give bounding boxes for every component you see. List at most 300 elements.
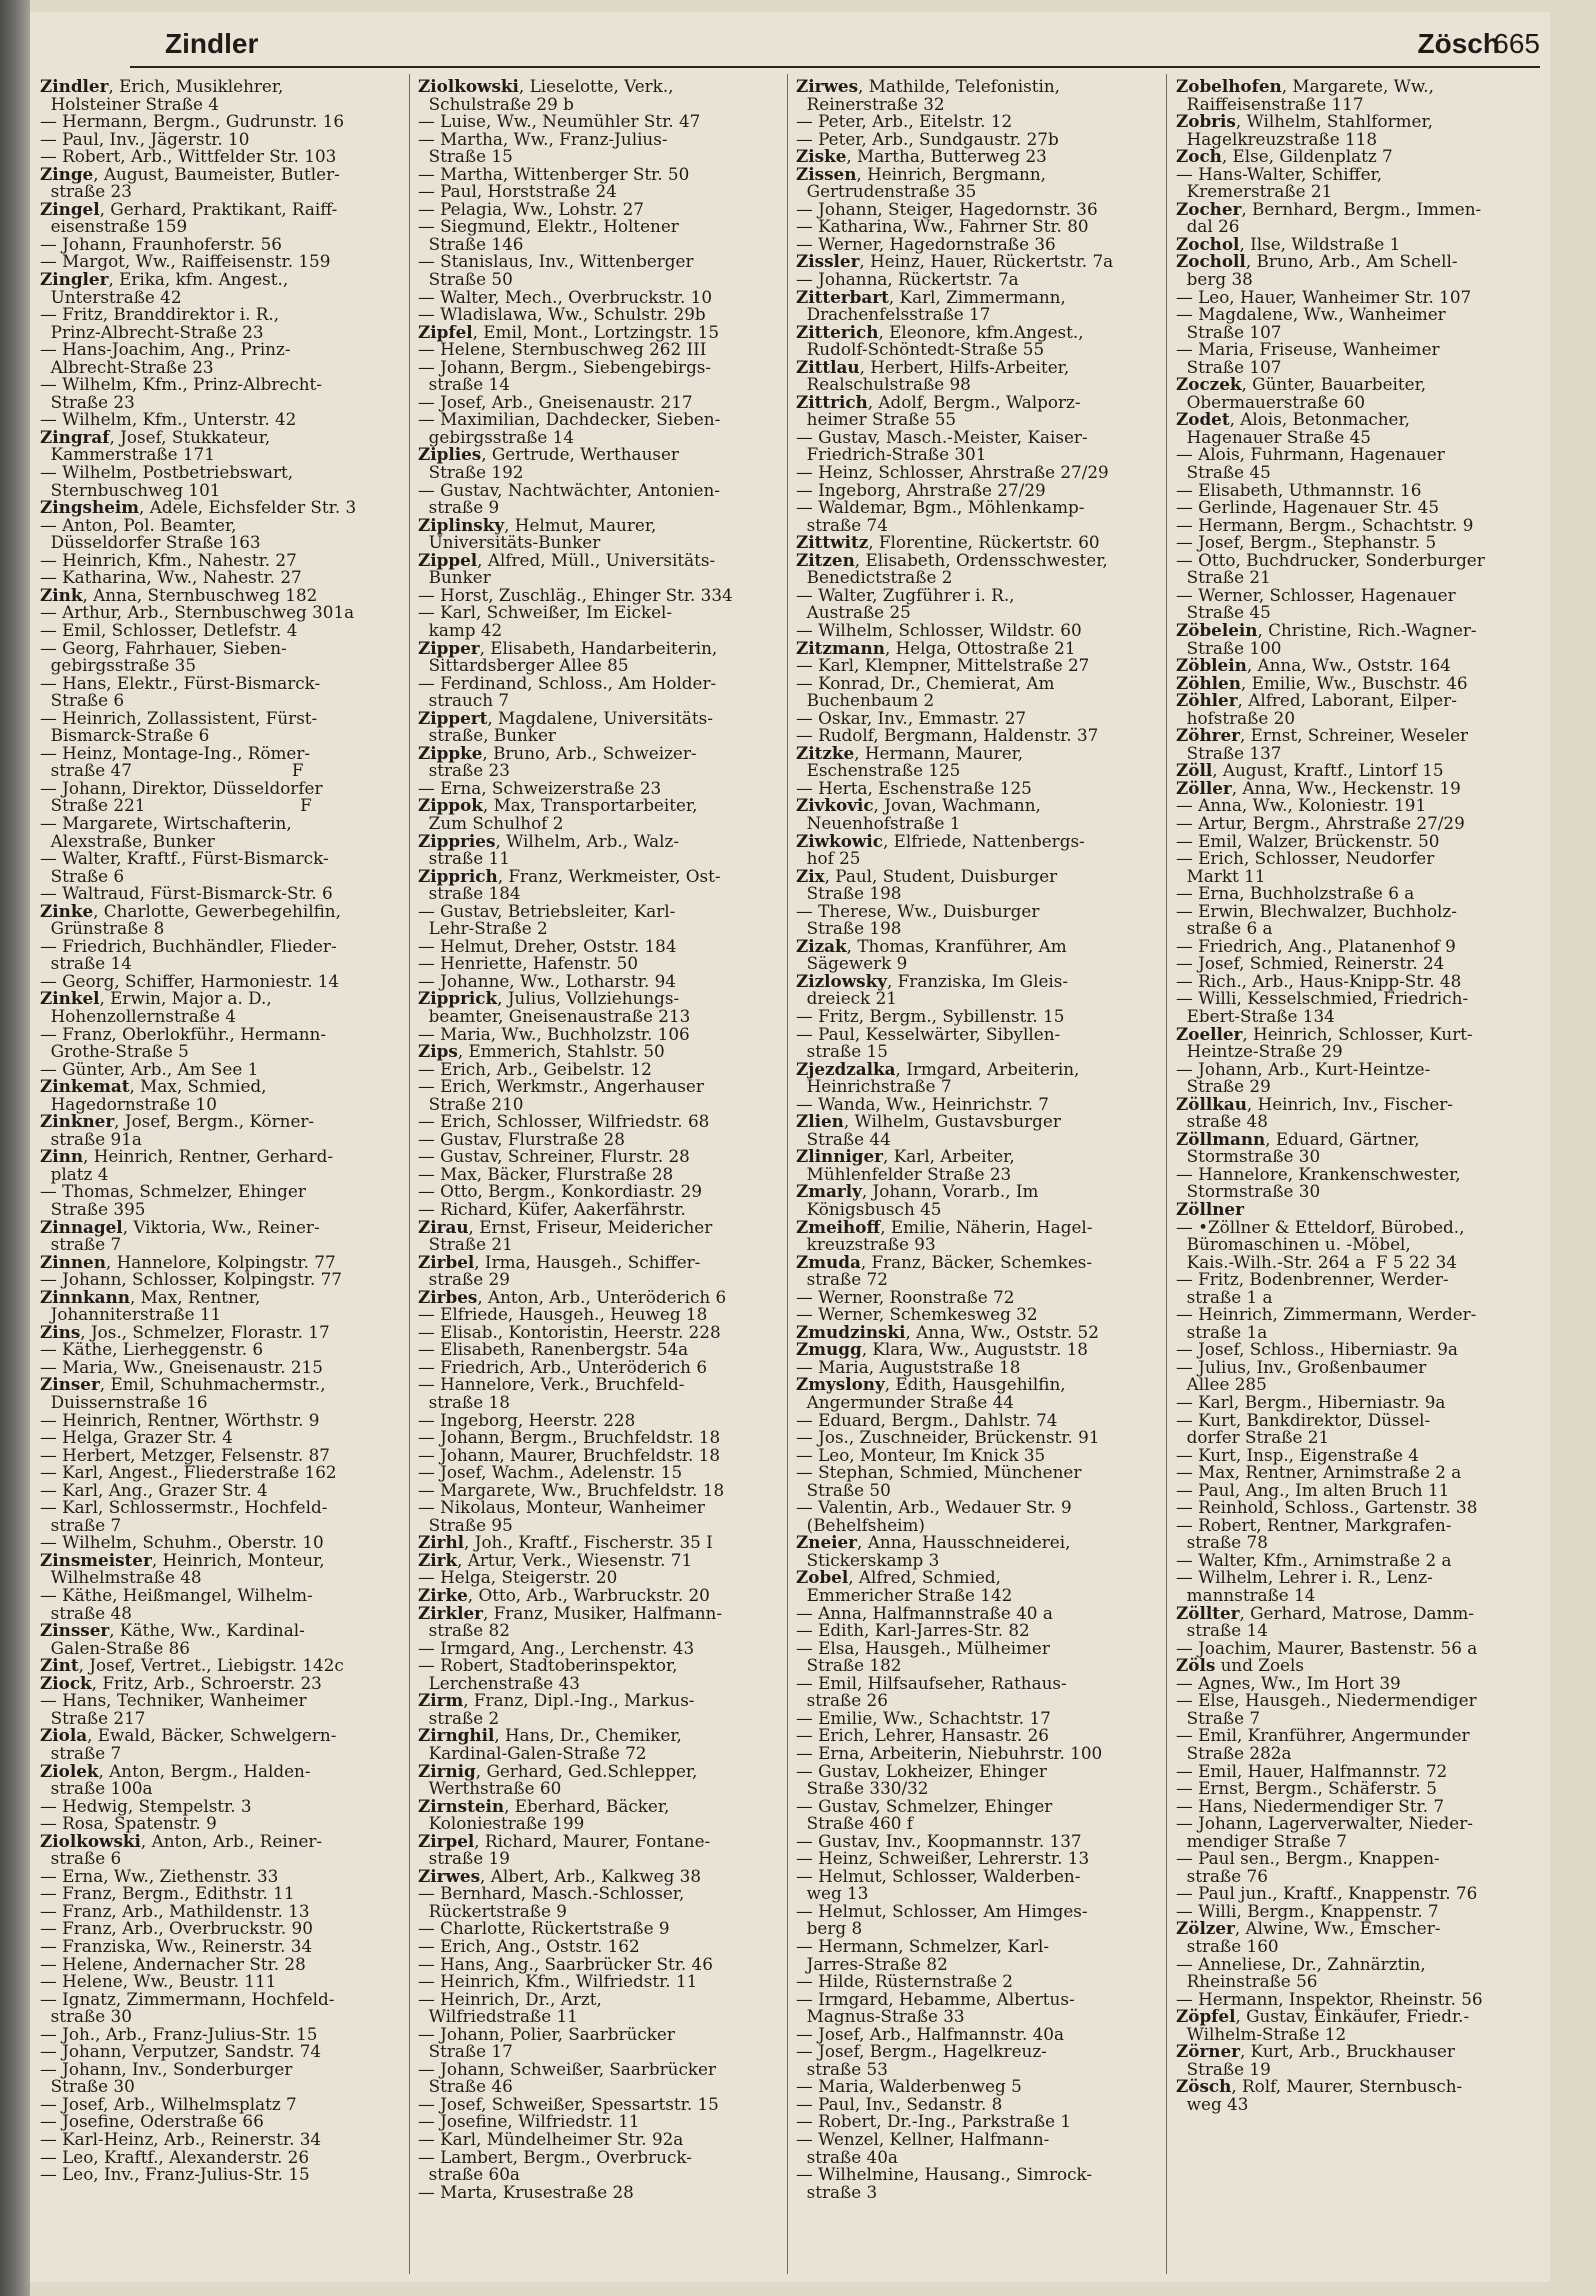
directory-entry-line: — Robert, Stadtoberinspektor, — [418, 1655, 678, 1676]
directory-entry-line: Bunker — [418, 567, 491, 588]
directory-entry-line: Zöhler, Alfred, Laborant, Eilper- — [1176, 690, 1457, 711]
directory-entry-line: — Hannelore, Krankenschwester, — [1176, 1163, 1461, 1184]
directory-entry-line: — Gerlinde, Hagenauer Str. 45 — [1176, 497, 1440, 518]
directory-entry-line: straße 1 a — [1176, 1286, 1273, 1307]
directory-entry-line: — Erich, Ang., Oststr. 162 — [418, 1935, 640, 1956]
directory-entry-line: — Margarete, Wirtschafterin, — [40, 812, 292, 833]
directory-entry-line: Hagedornstraße 10 — [40, 1093, 217, 1114]
directory-entry-line: — Wilhelm, Schuhm., Oberstr. 10 — [40, 1532, 324, 1553]
directory-entry-line: Straße 107 — [1176, 321, 1282, 342]
directory-entry-line: Zingel, Gerhard, Praktikant, Raiff- — [40, 198, 338, 219]
directory-entry-line: — Heinrich, Kfm., Nahestr. 27 — [40, 549, 297, 570]
directory-entry-line: — Elisabeth, Ranenbergstr. 54a — [418, 1339, 689, 1360]
directory-entry-line: Zöllmann, Eduard, Gärtner, — [1176, 1128, 1420, 1149]
directory-entry-line: — Johann, Lagerverwalter, Nieder- — [1176, 1813, 1473, 1834]
directory-entry-line: — Stephan, Schmied, Münchener — [796, 1462, 1082, 1483]
directory-entry-line: Zitzmann, Helga, Ottostraße 21 — [796, 637, 1076, 658]
directory-entry-line: straße 72 — [796, 1269, 888, 1290]
directory-entry-line: — Heinrich, Kfm., Wilfriedstr. 11 — [418, 1971, 698, 1992]
directory-entry-line: Zissler, Heinz, Hauer, Rückertstr. 7a — [796, 251, 1114, 272]
directory-entry-line: straße 7 — [40, 1514, 122, 1535]
directory-entry-line: Zingler, Erika, kfm. Angest., — [40, 269, 289, 290]
directory-entry-line: Stormstraße 30 — [1176, 1181, 1321, 1202]
directory-entry-line: — Werner, Schemkesweg 32 — [796, 1304, 1038, 1325]
directory-entry-line: Straße 330/32 — [796, 1778, 929, 1799]
directory-entry-line: — Anneliese, Dr., Zahnärztin, — [1176, 1953, 1426, 1974]
directory-entry-line: Lehr-Straße 2 — [418, 918, 548, 939]
directory-entry-line: — Heinrich, Zimmermann, Werder- — [1176, 1304, 1477, 1325]
directory-entry-line: Straße 192 — [418, 462, 524, 483]
directory-entry-line: — Hans-Joachim, Ang., Prinz- — [40, 339, 291, 360]
directory-entry-line: — Fritz, Bodenbrenner, Werder- — [1176, 1269, 1449, 1290]
directory-entry-line: — Johann, Verputzer, Sandstr. 74 — [40, 2041, 322, 2062]
directory-entry-line: Zitterbart, Karl, Zimmermann, — [796, 286, 1066, 307]
directory-entry-line: Zips, Emmerich, Stahlstr. 50 — [418, 1041, 665, 1062]
directory-entry-line: Zingsheim, Adele, Eichsfelder Str. 3 — [40, 497, 357, 518]
directory-entry-line: Straße 6 — [40, 865, 125, 886]
directory-entry-line: — Erna, Arbeiterin, Niebuhrstr. 100 — [796, 1742, 1103, 1763]
directory-entry-line: — Anton, Pol. Beamter, — [40, 514, 237, 535]
directory-entry-line: — Helmut, Dreher, Oststr. 184 — [418, 935, 677, 956]
directory-entry-line: Zippries, Wilhelm, Arb., Walz- — [418, 830, 680, 851]
directory-entry-line: Zöllkau, Heinrich, Inv., Fischer- — [1176, 1093, 1453, 1114]
directory-entry-line: straße 76 — [1176, 1865, 1268, 1886]
directory-entry-line: Zingraf, Josef, Stukkateur, — [40, 426, 271, 447]
directory-entry-line: Zlinniger, Karl, Arbeiter, — [796, 1146, 1015, 1167]
directory-entry-line: — Georg, Schiffer, Harmoniestr. 14 — [40, 970, 340, 991]
directory-entry-line: Straße 50 — [418, 269, 513, 290]
directory-entry-line: — Hedwig, Stempelstr. 3 — [40, 1795, 252, 1816]
directory-entry-line: — Hermann, Bergm., Gudrunstr. 16 — [40, 111, 344, 132]
directory-entry-line: Zoczek, Günter, Bauarbeiter, — [1176, 374, 1427, 395]
directory-entry-line: — Johann, Steiger, Hagedornstr. 36 — [796, 198, 1098, 219]
directory-entry-line: Zitterich, Eleonore, kfm.Angest., — [796, 321, 1084, 342]
directory-entry-line: Zittlau, Herbert, Hilfs-Arbeiter, — [796, 356, 1070, 377]
directory-entry-line: Zneier, Anna, Hausschneiderei, — [796, 1532, 1071, 1553]
directory-entry-line: — Joh., Arb., Franz-Julius-Str. 15 — [40, 2023, 318, 2044]
directory-entry-line: Zöhlen, Emilie, Ww., Buschstr. 46 — [1176, 672, 1468, 693]
scan-edge — [0, 0, 30, 2296]
directory-entry-line: — Friedrich, Arb., Unteröderich 6 — [418, 1356, 708, 1377]
directory-entry-line: — Helene, Andernacher Str. 28 — [40, 1953, 306, 1974]
directory-entry-line: mannstraße 14 — [1176, 1585, 1316, 1606]
directory-entry-line: eisenstraße 159 — [40, 216, 188, 237]
directory-entry-line: Zirk, Artur, Verk., Wiesenstr. 71 — [418, 1549, 693, 1570]
directory-entry-line: — Georg, Fahrhauer, Sieben- — [40, 637, 287, 658]
directory-entry-line: Zipprick, Julius, Vollziehungs- — [418, 988, 680, 1009]
directory-entry-line: Zivkovic, Jovan, Wachmann, — [796, 795, 1041, 816]
directory-entry-line: Zinkel, Erwin, Major a. D., — [40, 988, 272, 1009]
directory-entry-line: — Hans, Ang., Saarbrücker Str. 46 — [418, 1953, 713, 1974]
directory-entry-line: Lerchenstraße 43 — [418, 1672, 580, 1693]
directory-entry-line: Zizlowsky, Franziska, Im Gleis- — [796, 970, 1069, 991]
directory-entry-line: gebirgsstraße 14 — [418, 426, 575, 447]
directory-entry-line: Ziolkowski, Anton, Arb., Reiner- — [40, 1830, 323, 1851]
directory-entry-line: — Maria, Ww., Gneisenaustr. 215 — [40, 1356, 323, 1377]
directory-entry-line: Zirwes, Albert, Arb., Kalkweg 38 — [418, 1865, 701, 1886]
directory-entry-line: Zobel, Alfred, Schmied, — [796, 1567, 1001, 1588]
directory-entry-line: Holsteiner Straße 4 — [40, 93, 219, 114]
directory-entry-line: — Konrad, Dr., Chemierat, Am — [796, 672, 1055, 693]
directory-entry-line: Zobelhofen, Margarete, Ww., — [1176, 78, 1434, 96]
directory-entry-line: — Franz, Arb., Overbruckstr. 90 — [40, 1918, 313, 1939]
directory-entry-line: — Emil, Hilfsaufseher, Rathaus- — [796, 1672, 1067, 1693]
directory-entry-line: straße 91a — [40, 1128, 142, 1149]
directory-entry-line: straße 184 — [418, 883, 521, 904]
directory-entry-line: Zirm, Franz, Dipl.-Ing., Markus- — [418, 1690, 695, 1711]
directory-entry-line: Koloniestraße 199 — [418, 1813, 585, 1834]
directory-entry-line: Straße 198 — [796, 918, 902, 939]
directory-entry-line: Straße 46 — [418, 2076, 513, 2097]
directory-entry-line: Alexstraße, Bunker — [40, 830, 215, 851]
directory-entry-line: — Josef, Schloss., Hiberniastr. 9a — [1176, 1339, 1458, 1360]
directory-entry-line: Ziock, Fritz, Arb., Schroerstr. 23 — [40, 1672, 322, 1693]
directory-entry-line: straße 7 — [40, 1234, 122, 1255]
directory-entry-line: — Helga, Steigerstr. 20 — [418, 1567, 618, 1588]
directory-entry-line: — Erich, Schlosser, Wilfriedstr. 68 — [418, 1111, 710, 1132]
directory-entry-line: — Karl-Heinz, Arb., Reinerstr. 34 — [40, 2128, 322, 2149]
directory-entry-line: Straße 45 — [1176, 462, 1271, 483]
directory-entry-line: — Anna, Ww., Koloniestr. 191 — [1176, 795, 1427, 816]
directory-entry-line: Rudolf-Schöntedt-Straße 55 — [796, 339, 1045, 360]
directory-entry-line: — Wilhelm, Schlosser, Wildstr. 60 — [796, 619, 1082, 640]
directory-entry-line: — Werner, Roonstraße 72 — [796, 1286, 1015, 1307]
directory-entry-line: — Hans, Techniker, Wanheimer — [40, 1690, 307, 1711]
directory-entry-line: — Gustav, Lokheizer, Ehinger — [796, 1760, 1047, 1781]
directory-entry-line: — Else, Hausgeh., Niedermendiger — [1176, 1690, 1477, 1711]
directory-entry-line: — Karl, Schlossermstr., Hochfeld- — [40, 1497, 328, 1518]
directory-entry-line: — Elisabeth, Uthmannstr. 16 — [1176, 479, 1422, 500]
directory-entry-line: straße 11 — [418, 848, 510, 869]
directory-entry-line: — Werner, Schlosser, Hagenauer — [1176, 584, 1456, 605]
directory-entry-line: Galen-Straße 86 — [40, 1637, 190, 1658]
directory-entry-line: — Heinrich, Zollassistent, Fürst- — [40, 707, 318, 728]
directory-entry-line: — Johann, Inv., Sonderburger — [40, 2058, 293, 2079]
directory-entry-line: Zinnagel, Viktoria, Ww., Reiner- — [40, 1216, 320, 1237]
directory-entry-line: beamter, Gneisenaustraße 213 — [418, 1005, 691, 1026]
directory-entry-line: Zippel, Alfred, Müll., Universitäts- — [418, 549, 716, 570]
directory-entry-line: Zmuda, Franz, Bäcker, Schemkes- — [796, 1251, 1093, 1272]
directory-entry-line: — •Zöllner & Etteldorf, Bürobed., — [1176, 1216, 1465, 1237]
directory-entry-line: Grünstraße 8 — [40, 918, 165, 939]
directory-entry-line: — Wilhelmine, Hausang., Simrock- — [796, 2164, 1093, 2185]
directory-entry-line: berg 8 — [796, 1918, 863, 1939]
directory-entry-line: Straße 217 — [40, 1707, 146, 1728]
directory-entry-line: straße 160 — [1176, 1935, 1279, 1956]
directory-entry-line: — Maria, Friseuse, Wanheimer — [1176, 339, 1440, 360]
directory-entry-line: — Emil, Hauer, Halfmannstr. 72 — [1176, 1760, 1448, 1781]
directory-entry-line: Zösch, Rolf, Maurer, Sternbusch- — [1176, 2076, 1463, 2097]
directory-entry-line: — Edith, Karl-Jarres-Str. 82 — [796, 1620, 1030, 1641]
directory-entry-line: Zmudzinski, Anna, Ww., Oststr. 52 — [796, 1321, 1099, 1342]
directory-entry-line: Werthstraße 60 — [418, 1778, 562, 1799]
directory-entry-line: — Hermann, Schmelzer, Karl- — [796, 1935, 1050, 1956]
directory-entry-line: — Elsa, Hausgeh., Mülheimer — [796, 1637, 1050, 1658]
header-right-entry: Zösch — [1417, 28, 1500, 59]
directory-entry-line: Straße 45 — [1176, 602, 1271, 623]
directory-entry-line: — Heinz, Schlosser, Ahrstraße 27/29 — [796, 462, 1109, 483]
directory-entry-line: — Josef, Bergm., Hagelkreuz- — [796, 2041, 1047, 2062]
directory-entry-line: platz 4 — [40, 1163, 109, 1184]
directory-entry-line: Jarres-Straße 82 — [796, 1953, 948, 1974]
directory-entry-line: berg 38 — [1176, 269, 1253, 290]
directory-entry-line: straße 74 — [796, 514, 888, 535]
directory-entry-line: — Helmut, Schlosser, Am Himges- — [796, 1900, 1088, 1921]
directory-entry-line: — Irmgard, Ang., Lerchenstr. 43 — [418, 1637, 695, 1658]
directory-entry-line: Albrecht-Straße 23 — [40, 356, 214, 377]
directory-entry-line: — Josef, Wachm., Adelenstr. 15 — [418, 1462, 683, 1483]
header-left-entry: Zindler — [165, 28, 259, 59]
directory-entry-line: Rückertstraße 9 — [418, 1900, 567, 1921]
directory-entry-line: Realschulstraße 98 — [796, 374, 971, 395]
directory-entry-line: — Rosa, Spatenstr. 9 — [40, 1813, 217, 1834]
directory-entry-line: — Ernst, Bergm., Schäferstr. 5 — [1176, 1778, 1437, 1799]
directory-entry-line: — Franziska, Ww., Reinerstr. 34 — [40, 1935, 313, 1956]
directory-entry-line: Zlien, Wilhelm, Gustavsburger — [796, 1111, 1061, 1132]
directory-entry-line: — Margot, Ww., Raiffeisenstr. 159 — [40, 251, 331, 272]
directory-entry-line: — Henriette, Hafenstr. 50 — [418, 953, 639, 974]
directory-entry-line: — Gustav, Inv., Koopmannstr. 137 — [796, 1830, 1082, 1851]
directory-entry-line: — Franz, Arb., Mathildenstr. 13 — [40, 1900, 310, 1921]
directory-entry-line: — Otto, Bergm., Konkordiastr. 29 — [418, 1181, 703, 1202]
directory-entry-line: — Leo, Kraftf., Alexanderstr. 26 — [40, 2146, 310, 2167]
directory-entry-line: — Paul, Ang., Im alten Bruch 11 — [1176, 1479, 1450, 1500]
directory-entry-line: Neuenhofstraße 1 — [796, 812, 961, 833]
directory-entry-line: — Erna, Buchholzstraße 6 a — [1176, 883, 1415, 904]
directory-entry-line: — Robert, Arb., Wittfelder Str. 103 — [40, 146, 337, 167]
directory-entry-line: Straße 137 — [1176, 742, 1282, 763]
directory-entry-line: — Josefine, Oderstraße 66 — [40, 2111, 264, 2132]
directory-entry-line: — Josef, Bergm., Stephanstr. 5 — [1176, 532, 1437, 553]
directory-entry-line: Johanniterstraße 11 — [40, 1304, 222, 1325]
directory-entry-line: gebirgsstraße 35 — [40, 655, 197, 676]
directory-entry-line: Düsseldorfer Straße 163 — [40, 532, 261, 553]
directory-entry-line: Zipprich, Franz, Werkmeister, Ost- — [418, 865, 721, 886]
directory-entry-line: dorfer Straße 21 — [1176, 1427, 1330, 1448]
directory-entry-line: — Heinz, Schweißer, Lehrerstr. 13 — [796, 1848, 1090, 1869]
directory-entry-line: Hagelkreuzstraße 118 — [1176, 128, 1378, 149]
directory-entry-line: Zipfel, Emil, Mont., Lortzingstr. 15 — [418, 321, 720, 342]
directory-entry-line: dal 26 — [1176, 216, 1240, 237]
directory-entry-line: — Johanne, Ww., Lotharstr. 94 — [418, 970, 676, 991]
directory-entry-line: — Hannelore, Verk., Bruchfeld- — [418, 1374, 685, 1395]
directory-entry-line: straße 30 — [40, 2006, 132, 2027]
directory-entry-line: — Friedrich, Ang., Platanenhof 9 — [1176, 935, 1456, 956]
directory-entry-line: — Johann, Fraunhoferstr. 56 — [40, 233, 282, 254]
directory-entry-line: Zirnig, Gerhard, Ged.Schlepper, — [418, 1760, 698, 1781]
directory-entry-line: Gertrudenstraße 35 — [796, 181, 977, 202]
directory-entry-line: Zöls und Zoels — [1176, 1655, 1304, 1676]
directory-entry-line: — Agnes, Ww., Im Hort 39 — [1176, 1672, 1401, 1693]
directory-entry-line: Sittardsberger Allee 85 — [418, 655, 629, 676]
directory-entry-line: Königsbusch 45 — [796, 1199, 942, 1219]
directory-entry-line: — Helga, Grazer Str. 4 — [40, 1427, 233, 1448]
directory-entry-line: Straße 50 — [796, 1479, 891, 1500]
directory-entry-line: — Erich, Lehrer, Hansastr. 26 — [796, 1725, 1049, 1746]
directory-entry-line: — Elisab., Kontoristin, Heerstr. 228 — [418, 1321, 721, 1342]
directory-entry-line: (Behelfsheim) — [796, 1514, 925, 1535]
directory-entry-line: Buchenbaum 2 — [796, 690, 935, 711]
directory-entry-line: — Pelagia, Ww., Lohstr. 27 — [418, 198, 644, 219]
directory-entry-line: — Herta, Eschenstraße 125 — [796, 777, 1032, 798]
directory-entry-line: — Emil, Schlosser, Detlefstr. 4 — [40, 619, 298, 640]
directory-entry-line: heimer Straße 55 — [796, 409, 957, 430]
directory-entry-line: — Magdalene, Ww., Wanheimer — [1176, 304, 1446, 325]
directory-entry-line: — Erich, Arb., Geibelstr. 12 — [418, 1058, 652, 1079]
directory-entry-line: — Eduard, Bergm., Dahlstr. 74 — [796, 1409, 1058, 1430]
directory-entry-line: — Valentin, Arb., Wedauer Str. 9 — [796, 1497, 1072, 1518]
directory-entry-line: Zirbel, Irma, Hausgeh., Schiffer- — [418, 1251, 701, 1272]
directory-entry-line: straße 18 — [418, 1392, 510, 1413]
directory-entry-line: — Jos., Zuschneider, Brückenstr. 91 — [796, 1427, 1100, 1448]
directory-entry-line: — Friedrich, Buchhändler, Flieder- — [40, 935, 337, 956]
directory-entry-line: — Maria, Auguststraße 18 — [796, 1356, 1021, 1377]
directory-entry-line: — Gustav, Schreiner, Flurstr. 28 — [418, 1146, 690, 1167]
directory-entry-line: — Katharina, Ww., Fahrner Str. 80 — [796, 216, 1089, 237]
directory-entry-line: Zirwes, Mathilde, Telefonistin, — [796, 78, 1061, 96]
directory-entry-line: Benedictstraße 2 — [796, 567, 953, 588]
directory-entry-line: Straße 19 — [1176, 2058, 1271, 2079]
directory-entry-line: weg 43 — [1176, 2093, 1249, 2114]
directory-entry-line: — Erich, Werkmstr., Angerhauser — [418, 1076, 704, 1097]
directory-entry-line: straße 19 — [418, 1848, 510, 1869]
directory-entry-line: Zum Schulhof 2 — [418, 812, 564, 833]
directory-entry-line: — Siegmund, Elektr., Holtener — [418, 216, 679, 237]
directory-entry-line: — Alois, Fuhrmann, Hagenauer — [1176, 444, 1445, 465]
directory-entry-line: Drachenfelsstraße 17 — [796, 304, 991, 325]
directory-entry-line: — Wilhelm, Postbetriebswart, — [40, 462, 294, 483]
directory-entry-line: — Johann, Schlosser, Kolpingstr. 77 — [40, 1269, 342, 1290]
directory-entry-line: — Elfriede, Hausgeh., Heuweg 18 — [418, 1304, 708, 1325]
directory-entry-line: hofstraße 20 — [1176, 707, 1296, 728]
directory-entry-line: — Bernhard, Masch.-Schlosser, — [418, 1883, 685, 1904]
directory-entry-line: — Oskar, Inv., Emmastr. 27 — [796, 707, 1027, 728]
directory-entry-line: Straße 107 — [1176, 356, 1282, 377]
directory-entry-line: Zirbes, Anton, Arb., Unteröderich 6 — [418, 1286, 727, 1307]
directory-entry-line: Straße 21 — [418, 1234, 513, 1255]
directory-entry-line: Zmugg, Klara, Ww., Auguststr. 18 — [796, 1339, 1088, 1360]
directory-entry-line: Unterstraße 42 — [40, 286, 182, 307]
directory-entry-line: Prinz-Albrecht-Straße 23 — [40, 321, 264, 342]
directory-entry-line: — Ferdinand, Schloss., Am Holder- — [418, 672, 717, 693]
directory-entry-line: — Maximilian, Dachdecker, Sieben- — [418, 409, 721, 430]
directory-entry-line: Zinsmeister, Heinrich, Monteur, — [40, 1549, 325, 1570]
directory-entry-line: — Leo, Hauer, Wanheimer Str. 107 — [1176, 286, 1472, 307]
directory-entry-line: — Robert, Rentner, Markgrafen- — [1176, 1514, 1452, 1535]
directory-entry-line: — Wenzel, Kellner, Halfmann- — [796, 2128, 1050, 2149]
directory-entry-line: Wilhelm-Straße 12 — [1176, 2023, 1347, 2044]
directory-entry-line: Straße 282a — [1176, 1742, 1292, 1763]
directory-entry-line: — Martha, Ww., Franz-Julius- — [418, 128, 668, 149]
directory-entry-line: — Julius, Inv., Großenbaumer — [1176, 1356, 1427, 1377]
directory-entry-line: — Johann, Bergm., Bruchfeldstr. 18 — [418, 1427, 721, 1448]
directory-entry-line: — Helmut, Schlosser, Walderben- — [796, 1865, 1081, 1886]
directory-entry-line: — Paul, Horststraße 24 — [418, 181, 617, 202]
directory-entry-line: — Richard, Küfer, Aakerfährstr. — [418, 1199, 686, 1219]
directory-entry-line: Reinerstraße 32 — [796, 93, 945, 114]
directory-entry-line: Ziplies, Gertrude, Werthauser — [418, 444, 679, 465]
directory-entry-line: Zink, Anna, Sternbuschweg 182 — [40, 584, 318, 605]
directory-entry-line: Zirau, Ernst, Friseur, Meidericher — [418, 1216, 713, 1237]
directory-entry-line: — Werner, Hagedornstraße 36 — [796, 233, 1056, 254]
directory-entry-line: Zöllter, Gerhard, Matrose, Damm- — [1176, 1602, 1474, 1623]
directory-entry-line: Hohenzollernstraße 4 — [40, 1005, 236, 1026]
directory-entry-line: Zipper, Elisabeth, Handarbeiterin, — [418, 637, 718, 658]
directory-entry-line: Zirnstein, Eberhard, Bäcker, — [418, 1795, 670, 1816]
directory-entry-line: — Walter, Kfm., Arnimstraße 2 a — [1176, 1549, 1452, 1570]
directory-entry-line: — Gustav, Schmelzer, Ehinger — [796, 1795, 1053, 1816]
directory-entry-line: — Josef, Arb., Wilhelmsplatz 7 — [40, 2093, 297, 2114]
directory-entry-line: Zippok, Max, Transportarbeiter, — [418, 795, 698, 816]
directory-column-3 — [796, 78, 1161, 2278]
directory-entry-line: — Hans, Niedermendiger Str. 7 — [1176, 1795, 1445, 1816]
directory-entry-line: — Franz, Bergm., Edithstr. 11 — [40, 1883, 295, 1904]
directory-entry-line: Straße 210 — [418, 1093, 524, 1114]
page-number: 665 — [1493, 28, 1540, 59]
directory-entry-line: straße 6 a — [1176, 918, 1273, 939]
directory-entry-line: — Wilhelm, Kfm., Unterstr. 42 — [40, 409, 297, 430]
directory-entry-line: Zocholl, Bruno, Arb., Am Schell- — [1176, 251, 1458, 272]
directory-entry-line: Straße 21 — [1176, 567, 1271, 588]
directory-entry-line: Zinsser, Käthe, Ww., Kardinal- — [40, 1620, 305, 1641]
directory-entry-line: Straße 95 — [418, 1514, 513, 1535]
directory-entry-line: Raiffeisenstraße 117 — [1176, 93, 1364, 114]
directory-entry-line: Zmeihoff, Emilie, Näherin, Hagel- — [796, 1216, 1093, 1237]
directory-entry-line: Zinnkann, Max, Rentner, — [40, 1286, 261, 1307]
directory-entry-line: — Josefine, Wilfriedstr. 11 — [418, 2111, 640, 2132]
directory-entry-line: straße 26 — [796, 1690, 888, 1711]
directory-entry-line: — Hans-Walter, Schiffer, — [1176, 163, 1383, 184]
directory-entry-line: Rheinstraße 56 — [1176, 1971, 1318, 1992]
directory-entry-line: — Marta, Krusestraße 28 — [418, 2181, 634, 2202]
directory-entry-line: straße 47 F — [40, 760, 304, 781]
directory-entry-line: Straße 15 — [418, 146, 513, 167]
directory-entry-line: — Wilhelm, Lehrer i. R., Lenz- — [1176, 1567, 1433, 1588]
directory-entry-line: Zörner, Kurt, Arb., Bruckhauser — [1176, 2041, 1455, 2062]
directory-entry-line: straße 23 — [418, 760, 510, 781]
directory-entry-line: straße 48 — [1176, 1111, 1268, 1132]
directory-entry-line: — Artur, Bergm., Ahrstraße 27/29 — [1176, 812, 1465, 833]
directory-entry-line: Ziplinsky, Helmut, Maurer, — [418, 514, 657, 535]
directory-entry-line: — Joachim, Maurer, Bastenstr. 56 a — [1176, 1637, 1478, 1658]
directory-entry-line: Büromaschinen u. -Möbel, — [1176, 1234, 1411, 1255]
directory-entry-line: — Paul, Inv., Jägerstr. 10 — [40, 128, 250, 149]
directory-entry-line: straße 3 — [796, 2181, 878, 2202]
directory-entry-line: — Rudolf, Bergmann, Haldenstr. 37 — [796, 725, 1099, 746]
directory-entry-line: weg 13 — [796, 1883, 869, 1904]
directory-entry-line: Straße 182 — [796, 1655, 902, 1676]
directory-entry-line: — Emilie, Ww., Schachtstr. 17 — [796, 1707, 1051, 1728]
directory-entry-line: — Stanislaus, Inv., Wittenberger — [418, 251, 694, 272]
directory-entry-line: Zöblein, Anna, Ww., Oststr. 164 — [1176, 655, 1451, 676]
directory-entry-line: — Margarete, Ww., Bruchfeldstr. 18 — [418, 1479, 725, 1500]
directory-entry-line: Zinn, Heinrich, Rentner, Gerhard- — [40, 1146, 334, 1167]
directory-entry-line: strauch 7 — [418, 690, 510, 711]
directory-entry-line: — Arthur, Arb., Sternbuschweg 301a — [40, 602, 355, 623]
directory-entry-line: Friedrich-Straße 301 — [796, 444, 987, 465]
directory-entry-line: Ziolkowski, Lieselotte, Verk., — [418, 78, 674, 96]
directory-entry-line: — Erwin, Blechwalzer, Buchholz- — [1176, 900, 1457, 921]
directory-entry-line: Straße 221 F — [40, 795, 312, 816]
directory-entry-line: Sägewerk 9 — [796, 953, 908, 974]
directory-entry-line: Austraße 25 — [796, 602, 911, 623]
directory-entry-line: Zjezdzalka, Irmgard, Arbeiterin, — [796, 1058, 1080, 1079]
directory-entry-line: Stormstraße 30 — [1176, 1146, 1321, 1167]
directory-entry-line: Zochol, Ilse, Wildstraße 1 — [1176, 233, 1401, 254]
directory-entry-line: — Johann, Schweißer, Saarbrücker — [418, 2058, 717, 2079]
directory-entry-line: — Johann, Arb., Kurt-Heintze- — [1176, 1058, 1431, 1079]
directory-entry-line: straße 23 — [40, 181, 132, 202]
